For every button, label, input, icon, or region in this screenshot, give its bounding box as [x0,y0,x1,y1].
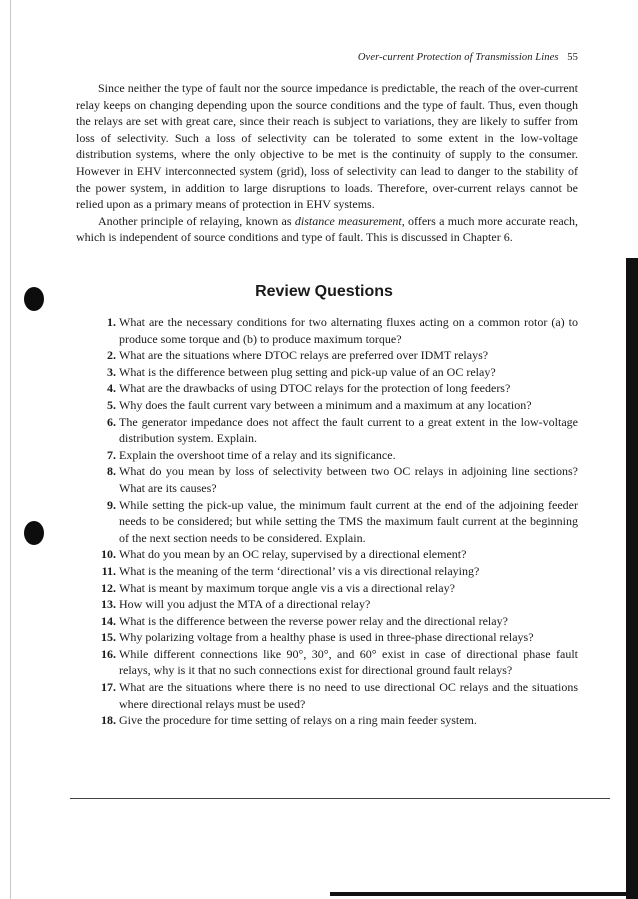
question-text: How will you adjust the MTA of a directional relay? [119,597,371,612]
question-item [100,497,578,547]
question-text: What are the drawbacks of using DTOC relays for the protection of long feeders? [119,381,511,396]
review-questions-list [100,314,578,729]
question-item [100,397,578,414]
paragraph-selectivity: Since neither the type of fault nor the source impedance is predictable, the reach of the over-current relay keeps on changing depending upon the source conditions and the type of fault. Thus, even though the relays are set with great care, since their reach is subject to variations, they are likely to suffer from loss of selectivity. Such a loss of selectivity can be tolerated to some extent in the low-voltage distribution systems, where the only objective to be met is the continuity of supply to the consumer. However in EHV interconnected system (grid), loss of selectivity can lead to danger to the stability of the power system, in addition to large disruptions to loads. Therefore, over-current relays cannot be relied upon as a primary means of protection in EHV systems. [76,81,578,212]
question-item [100,646,578,679]
question-item [100,629,578,646]
question-text: What is the difference between plug setting and pick-up value of an OC relay? [119,364,496,379]
question-text: The generator impedance does not affect the fault current to a great extent in the low-voltage distribution system. Explain. [119,414,578,446]
page-number: 55 [567,52,578,63]
paragraph-distance-part2: offers a much more accurate reach, which is independent of source conditions and type of fault. This is discussed in Chapter 6. [76,213,578,245]
question-item [100,546,578,563]
question-item [100,563,578,580]
question-item [100,596,578,613]
question-text: What do you mean by an OC relay, supervised by a directional element? [119,547,467,562]
term-distance-measurement: distance measurement, [294,213,405,228]
question-number: 17. [101,680,116,695]
question-text: Explain the overshoot time of a relay and its significance. [119,447,396,462]
question-text: Give the procedure for time setting of relays on a ring main feeder system. [119,713,477,728]
question-text: Why does the fault current vary between a minimum and a maximum at any location? [119,397,532,412]
question-item [100,364,578,381]
question-number: 7. [107,447,116,462]
question-text: What is the difference between the reverse power relay and the directional relay? [119,613,508,628]
question-text: While setting the pick-up value, the minimum fault current at the end of the adjoining feeder needs to be considered; but while setting the TMS the maximum fault current at the beginning of the next section needs to be considered. Explain. [119,497,578,545]
running-title: Over-current Protection of Transmission Lines [357,52,559,63]
running-header [358,52,578,63]
punch-hole-bottom [24,521,44,545]
question-number: 10. [101,547,116,562]
question-item [100,463,578,496]
question-item [100,347,578,364]
question-number: 2. [107,348,116,363]
question-number: 11. [101,563,116,578]
question-text: What are the situations where DTOC relays are preferred over IDMT relays? [119,348,489,363]
question-text: Why polarizing voltage from a healthy phase is used in three-phase directional relays? [119,630,534,645]
question-number: 5. [107,397,116,412]
question-text: What are the necessary conditions for two alternating fluxes acting on a common rotor (a) to produce some torque and (b) to produce maximum torque? [119,315,578,346]
question-number: 9. [107,497,116,512]
scan-margin-line [10,0,11,899]
section-title: Review Questions [255,283,393,300]
question-number: 12. [101,580,116,595]
question-text: What do you mean by loss of selectivity between two OC relays in adjoining line sections? What are its causes? [119,464,578,495]
question-text: What is the meaning of the term ‘directional’ vis a vis directional relaying? [119,563,480,578]
question-text: What are the situations where there is no need to use directional OC relays and the situations where directional relays must be used? [119,680,578,711]
question-item [100,314,578,347]
question-text: What is meant by maximum torque angle vis a vis a directional relay? [119,580,455,595]
question-item [100,712,578,729]
paragraph-distance-part1: Another principle of relaying, known as [98,213,295,228]
question-number: 18. [101,713,116,728]
question-number: 3. [107,364,116,379]
question-number: 15. [101,630,116,645]
question-text: While different connections like 90°, 30°, and 60° exist in case of directional phase fault relays, why is it that no such connections exist for directional ground fault relays? [119,646,578,678]
question-number: 6. [107,414,116,429]
question-item [100,679,578,712]
question-item [100,380,578,397]
bottom-rule [70,798,610,799]
paragraph-distance [76,213,578,246]
body-text [76,80,578,246]
question-item [100,613,578,630]
question-number: 14. [101,613,116,628]
question-number: 4. [107,381,116,396]
question-number: 16. [101,646,116,661]
scan-edge-bar [626,258,638,899]
question-item [100,580,578,597]
question-number: 1. [107,315,116,329]
question-item [100,414,578,447]
question-number: 13. [101,597,116,612]
question-number: 8. [107,464,116,479]
question-item [100,447,578,464]
scan-bottom-bar [330,892,626,896]
